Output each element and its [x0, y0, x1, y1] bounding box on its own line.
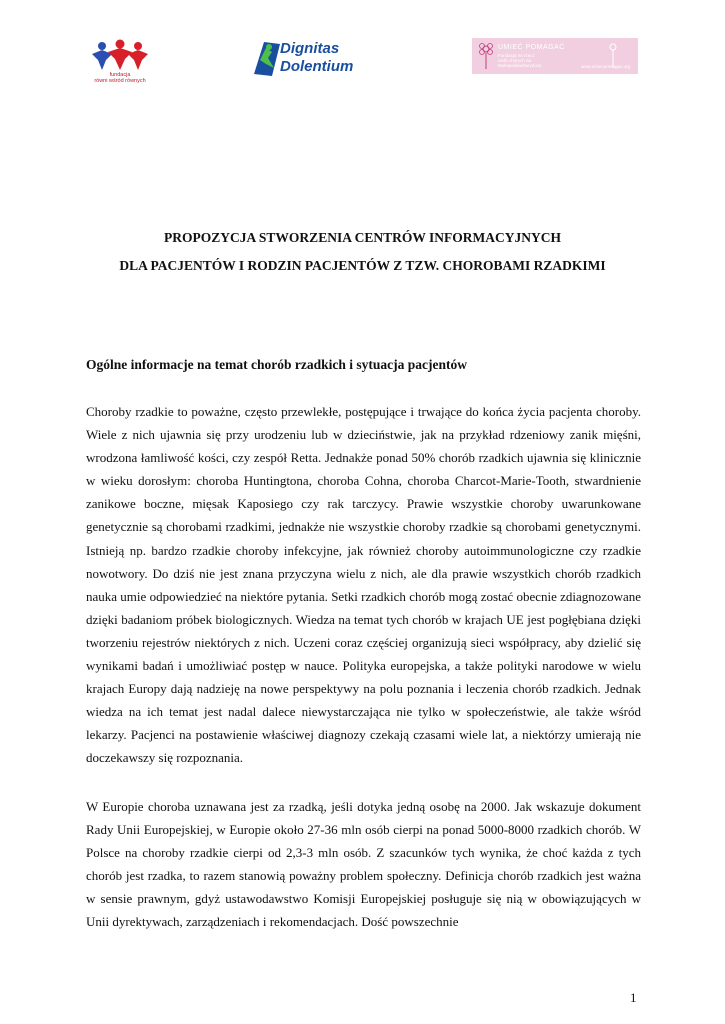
fundacja-logo [80, 38, 160, 88]
dignitas-text: Dignitas [280, 40, 340, 57]
document-title-line2: DLA PACJENTÓW I RODZIN PACJENTÓW Z TZW. CHOROBAMI RZADKIMI [119, 258, 606, 273]
section-heading: Ogólne informacje na temat chorób rzadkich i sytuacja pacjentów [86, 357, 467, 372]
paragraph-1: Choroby rzadkie to poważne, często przewlekłe, postępujące i trwające do końca życia pacjenta choroby. Wiele z nich ujawnia się przy urodzeniu lub w dzieciństwie, jak na przykład rdzeniowy zanik mięśni, wrodzona łamliwość kości, czy zespół Retta. Jednakże ponad 50% chorób rzadkich ujawnia się klinicznie w wieku dorosłym: choroba Huntingtona, choroba Cohna, choroba Charcot-Marie-Tooth, stwardnienie zanikowe boczne, mięsak Kaposiego czy rak tarczycy. Prawie wszystkie choroby uwarunkowane genetycznie są chorobami rzadkimi, jednakże nie wszystkie choroby rzadkie są chorobami genetycznymi. Istnieją np. bardzo rzadkie choroby infekcyjne, jak również choroby autoimmunologiczne czy rzadkie nowotwory. Do dziś nie jest znana przyczyna wielu z nich, ale dla prawie wszystkich chorób rzadkich nauka umie odpowiedzieć na niektóre pytania. Setki rzadkich chorób mogą zostać obecnie zdiagnozowane dzięki badaniom próbek biologicznych. Wiedza na temat tych chorób w krajach UE jest pogłębiana dzięki tworzeniu rejestrów niektórych z nich. Uczeni coraz częściej organizują sieci współpracy, aby dzielić się wynikami badań i umożliwiać postęp w nauce. Polityka europejska, a także polityki narodowe w wielu krajach Europy dają nadzieję na nowe perspektywy na polu poznania i leczenia chorób rzadkich. Jednak wiedza na ich temat jest nadal dalece niewystarczająca nie tylko w społeczeństwie, ale także wśród lekarzy. Pacjenci na postawienie właściwej diagnozy czekają czasami wiele lat, a niektórzy umierają nie doczekawszy się rozpoznania. [86, 404, 641, 766]
umiec-pomagac-url: www.umiecpomagac.org [580, 64, 630, 69]
umiec-pomagac-name: UMIEĆ POMAGAĆ [498, 44, 565, 51]
page-number: 1 [630, 990, 637, 1005]
flower-icon [476, 41, 496, 71]
umiec-pomagac-logo [472, 38, 638, 74]
document-title-line1: PROPOZYCJA STWORZENIA CENTRÓW INFORMACYJNYCH [164, 230, 561, 245]
dignitas-dolentium-logo [250, 38, 360, 80]
paragraph-2: W Europie choroba uznawana jest za rzadką, jeśli dotyka jedną osobę na 2000. Jak wskazuje dokument Rady Unii Europejskiej, w Europie około 27-36 mln osób cierpi na ponad 5000-8000 rzadkich chorób. W Polsce na choroby rzadkie cierpi od 2,3-3 mln osób. Z szacunków tych wynika, że choć każda z tych chorób jest rzadka, to razem stanowią poważny problem społeczny. Definicja chorób rzadkich jest ważna w sensie prawnym, gdyż ustawodawstwo Komisji Europejskiej posługuje się nią w obowiązujących w Unii dyrektywach, zarządzeniach i rekomendacjach. Dość powszechnie [86, 799, 641, 930]
umiec-pomagac-subtitle: Fundacja na rzecz osób chorych na Mukopolisacharydozę [498, 53, 542, 68]
people-figures-icon [80, 38, 160, 74]
dignitas-emblem-icon [250, 38, 284, 78]
fundacja-caption: fundacja równi wśród równych [94, 72, 146, 84]
dolentium-text: Dolentium [280, 58, 354, 75]
